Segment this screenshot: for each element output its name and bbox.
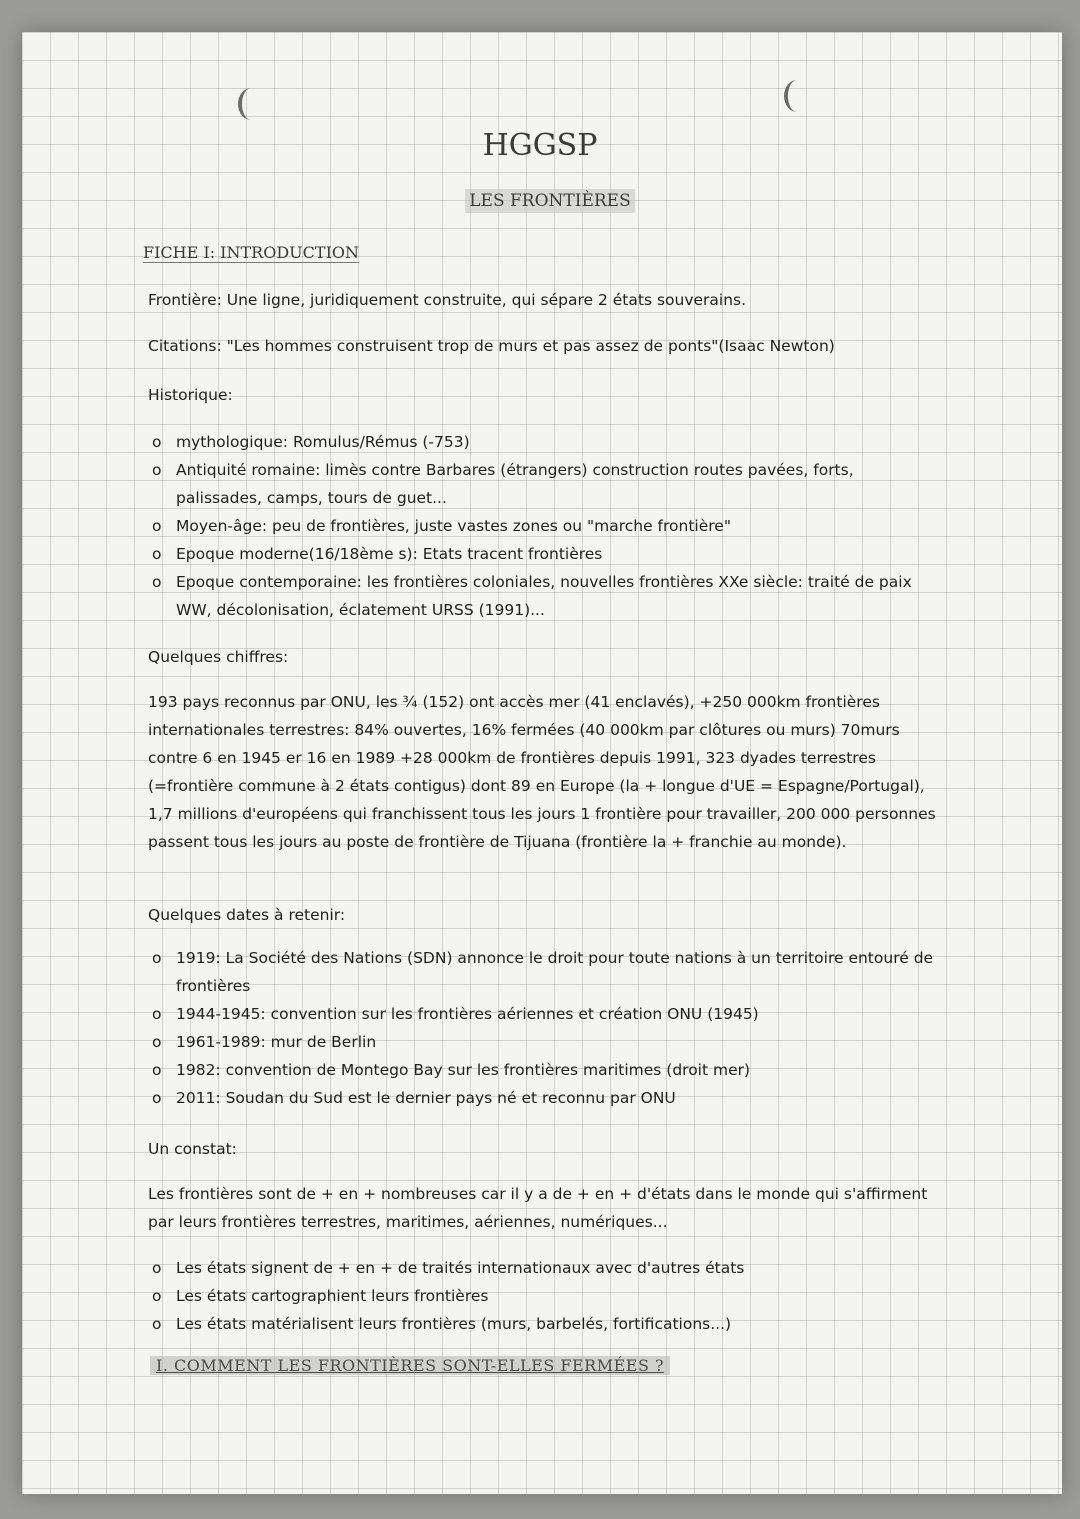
- dates-list: [150, 944, 940, 1112]
- list-item: o Moyen-âge: peu de frontières, juste vastes zones ou "marche frontière": [150, 512, 940, 540]
- list-item: o 2011: Soudan du Sud est le dernier pays né et reconnu par ONU: [150, 1084, 940, 1112]
- dates-label: Quelques dates à retenir:: [148, 906, 346, 924]
- binder-hole-right: [784, 80, 810, 112]
- historique-label: Historique:: [148, 386, 233, 404]
- page-title: HGGSP: [482, 128, 598, 163]
- constat-list: [150, 1254, 940, 1338]
- list-item: o Les états matérialisent leurs frontières (murs, barbelés, fortifications...): [150, 1310, 940, 1338]
- list-item: o Les états signent de + en + de traités internationaux avec d'autres états: [150, 1254, 940, 1282]
- list-item: o 1982: convention de Montego Bay sur les frontières maritimes (droit mer): [150, 1056, 940, 1084]
- list-item: o Epoque moderne(16/18ème s): Etats tracent frontières: [150, 540, 940, 568]
- list-item: o Les états cartographient leurs frontières: [150, 1282, 940, 1310]
- historique-list: [150, 428, 940, 624]
- list-item: o Antiquité romaine: limès contre Barbares (étrangers) construction routes pavées, forts, palissades, camps, tours de guet...: [150, 456, 940, 512]
- binder-hole-left: [238, 88, 264, 120]
- section-heading: I. COMMENT LES FRONTIÈRES SONT-ELLES FERMÉES ?: [150, 1356, 670, 1375]
- definition-text: Frontière: Une ligne, juridiquement construite, qui sépare 2 états souverains.: [148, 291, 747, 309]
- fiche-heading: FICHE I: INTRODUCTION: [143, 243, 359, 262]
- list-item: o Epoque contemporaine: les frontières coloniales, nouvelles frontières XXe siècle: traité de paix WW, décolonisation, éclatement URSS (1991)...: [150, 568, 940, 624]
- constat-label: Un constat:: [148, 1140, 237, 1158]
- page-subtitle: LES FRONTIÈRES: [440, 191, 660, 211]
- citation-text: Citations: "Les hommes construisent trop de murs et pas assez de ponts"(Isaac Newton): [148, 337, 835, 355]
- list-item: o 1919: La Société des Nations (SDN) annonce le droit pour toute nations à un territoire entouré de frontières: [150, 944, 940, 1000]
- list-item: o mythologique: Romulus/Rémus (-753): [150, 428, 940, 456]
- chiffres-text: 193 pays reconnus par ONU, les ¾ (152) ont accès mer (41 enclavés), +250 000km frontières internationales terrestres: 84% ouvertes, 16% fermées (40 000km par clôtures ou murs) 70murs contre 6 en 1945 er 16 en 1989 +28 000km de frontières depuis 1991, 323 dyades terrestres (=frontière commune à 2 états contigus) dont 89 en Europe (la + longue d'UE = Espagne/Portugal), 1,7 millions d'européens qui franchissent tous les jours 1 frontière pour travailler, 200 000 personnes passent tous les jours au poste de frontière de Tijuana (frontière la + franchie au monde).: [148, 693, 936, 851]
- list-item: o 1944-1945: convention sur les frontières aériennes et création ONU (1945): [150, 1000, 940, 1028]
- list-item: o 1961-1989: mur de Berlin: [150, 1028, 940, 1056]
- constat-text: Les frontières sont de + en + nombreuses car il y a de + en + d'états dans le monde qui s'affirment par leurs frontières terrestres, maritimes, aériennes, numériques...: [148, 1185, 928, 1231]
- chiffres-label: Quelques chiffres:: [148, 648, 289, 666]
